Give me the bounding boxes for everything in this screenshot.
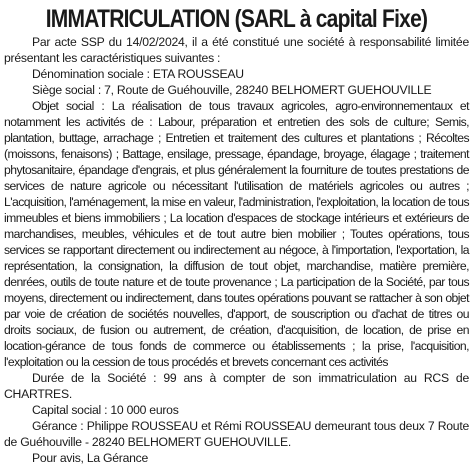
duree-paragraph: Durée de la Société : 99 ans à compter de son immatriculation au RCS de CHARTRES.: [4, 371, 469, 401]
siege-line: Siège social : 7, Route de Guéhouville, 28240 BELHOMERT GUEHOUVILLE: [32, 83, 432, 97]
gerance-paragraph: Gérance : Philippe ROUSSEAU et Rémi ROUSSEAU demeurant tous deux 7 Route de Guéhouville - 28240 BELHOMERT GUEHOUVILLE.: [4, 419, 469, 449]
signature-line: Pour avis, La Gérance: [32, 451, 149, 465]
objet-paragraph: Objet social : La réalisation de tous travaux agricoles, agro-environnementaux et notamment les activités de : Labour, préparation et entretien des sols de culture; Semis, plantation, buttage, arrachage ; Entretien et traitement des cultures et plantations ; Récoltes (moissons, fenaisons) ; Battage, ensilage, pressage, épandage, broyage, élagage ; traitement phytosanitaire, épandage d'engrais, et plus généralement la fourniture de toutes prestations de services de nature agricole ou nécessitant l'utilisation de matériels agricoles ou autres ; L'acquisition, l'aménagement, la mise en valeur, l'administration, l'exploitation, la location de tous immeubles et biens immobiliers ; La location d'espaces de stockage intérieurs et extérieurs de marchandises, meubles, véhicules et de tout autre bien mobilier ; Toutes opérations, tous services se rapportant directement ou indirectement au négoce, à l'importation, l'exportation, la représentation, la consignation, la diffusion de tout objet, marchandise, matière première, denrées, outils de toute nature et de toute provenance ; La participation de la Société, par tous moyens, directement ou indirectement, dans toutes opérations pouvant se rattacher à son objet par voie de création de sociétés nouvelles, d'apport, de souscription ou d'achat de titres ou droits sociaux, de fusion ou autrement, de création, d'acquisition, de location, de prise en location-gérance de tous fonds de commerce ou établissements ; la prise, l'acquisition, l'exploitation ou la cession de tous procédés et brevets concernant ces activités: [4, 99, 469, 369]
notice-body: [4, 34, 469, 466]
notice-title: IMMATRICULATION (SARL à capital Fixe): [45, 5, 428, 33]
denomination-line: Dénomination sociale : ETA ROUSSEAU: [32, 67, 244, 81]
intro-paragraph: Par acte SSP du 14/02/2024, il a été constitué une société à responsabilité limitée présentant les caractéristiques suivantes :: [4, 35, 469, 65]
capital-line: Capital social : 10 000 euros: [32, 403, 179, 417]
